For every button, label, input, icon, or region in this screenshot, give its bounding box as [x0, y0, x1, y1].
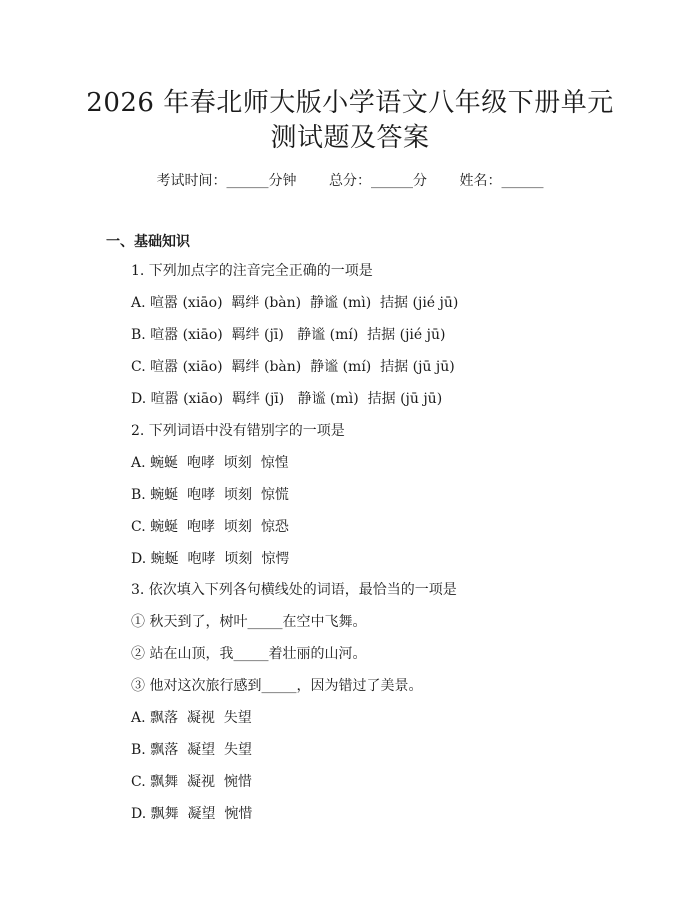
question-3-stem: 3. 依次填入下列各句横线处的词语，最恰当的一项是 [131, 582, 457, 598]
question-2-option-a: A. 蜿蜒 咆哮 顷刻 惊惶 [131, 455, 289, 471]
question-1-stem: 1. 下列加点字的注音完全正确的一项是 [131, 263, 373, 279]
question-1-option-b: B. 喧嚣 (xiāo) 羁绊 (jī) 静谧 (mí) 拮据 (jié jū) [131, 327, 446, 343]
question-3-option-a: A. 飘落 凝视 失望 [131, 710, 252, 726]
exam-time-field: 考试时间：______分钟 [156, 173, 297, 189]
question-2-option-d: D. 蜿蜒 咆哮 顷刻 惊愕 [131, 551, 290, 567]
question-3-option-d: D. 飘舞 凝望 惋惜 [131, 806, 253, 822]
question-2-stem: 2. 下列词语中没有错别字的一项是 [131, 423, 345, 439]
question-3-option-b: B. 飘落 凝望 失望 [131, 742, 252, 758]
student-name-field: 姓名：______ [459, 173, 544, 189]
total-score-field: 总分：______分 [329, 173, 427, 189]
section-heading: 一、基础知识 [106, 234, 190, 250]
question-1-option-a: A. 喧嚣 (xiāo) 羁绊 (bàn) 静谧 (mì) 拮据 (jié jū) [131, 295, 459, 311]
question-3-sentence-2: ② 站在山顶，我_____着壮丽的山河。 [131, 646, 367, 662]
page-title-line-2: 测试题及答案 [270, 123, 430, 153]
exam-info [60, 170, 640, 190]
question-1-option-c: C. 喧嚣 (xiāo) 羁绊 (bàn) 静谧 (mí) 拮据 (jū jū) [131, 359, 455, 375]
question-1-option-d: D. 喧嚣 (xiāo) 羁绊 (jī) 静谧 (mì) 拮据 (jū jū) [131, 391, 443, 407]
question-2-option-c: C. 蜿蜒 咆哮 顷刻 惊恐 [131, 519, 289, 535]
page-title-line-1: 2026 年春北师大版小学语文八年级下册单元 [86, 88, 614, 118]
question-2-option-b: B. 蜿蜒 咆哮 顷刻 惊慌 [131, 487, 289, 503]
question-3-sentence-3: ③ 他对这次旅行感到_____，因为错过了美景。 [131, 678, 423, 694]
question-3-sentence-1: ① 秋天到了，树叶_____在空中飞舞。 [131, 614, 367, 630]
question-3-option-c: C. 飘舞 凝视 惋惜 [131, 774, 252, 790]
